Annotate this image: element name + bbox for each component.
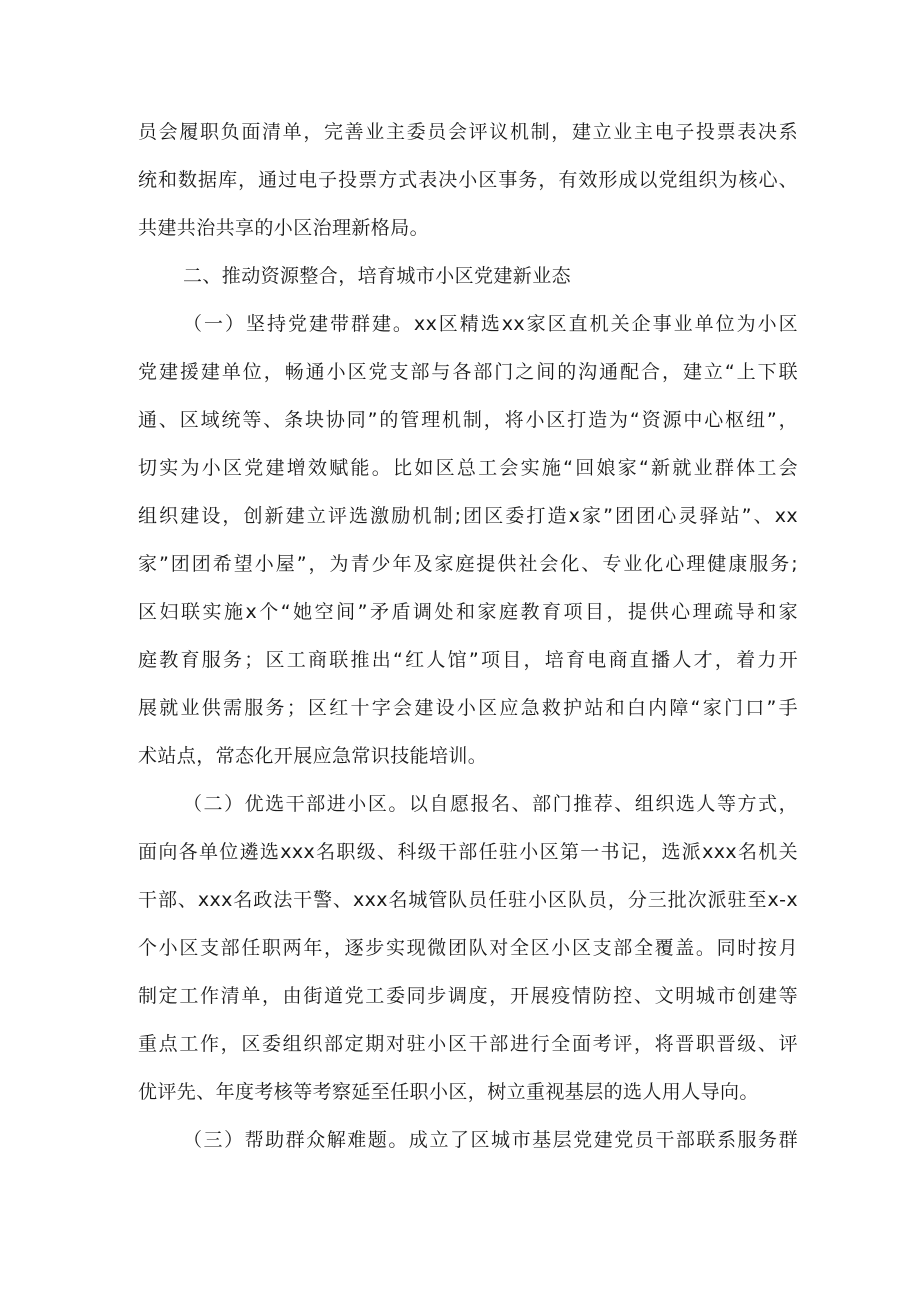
body-text-line: 区妇联实施x个“她空间”矛盾调处和家庭教育项目，提供心理疏导和家: [138, 601, 798, 623]
body-text-line: 家”团团希望小屋”，为青少年及家庭提供社会化、专业化心理健康服务;: [138, 553, 798, 575]
body-text-line: 员会履职负面清单，完善业主委员会评议机制，建立业主电子投票表决系: [138, 121, 798, 143]
body-text-line: 切实为小区党建增效赋能。比如区总工会实施“回娘家“新就业群体工会: [138, 457, 798, 479]
body-text-line: 党建援建单位，畅通小区党支部与各部门之间的沟通配合，建立“上下联: [138, 361, 798, 383]
body-text-line: 干部、xxx名政法干警、xxx名城管队员任驻小区队员，分三批次派驻至x-x: [138, 889, 798, 911]
body-text-line: 制定工作清单，由街道党工委同步调度，开展疫情防控、文明城市创建等: [138, 985, 798, 1007]
body-text-line: 面向各单位遴选xxx名职级、科级干部任驻小区第一书记，选派xxx名机关: [138, 841, 798, 863]
body-text-line: 展就业供需服务；区红十字会建设小区应急救护站和白内障“家门口”手: [138, 697, 798, 719]
body-text-line: 共建共治共享的小区治理新格局。: [138, 217, 430, 239]
body-text-line: 通、区域统等、条块协同”的管理机制，将小区打造为“资源中心枢纽”，: [138, 409, 798, 431]
body-text-line: 组织建设，创新建立评选激励机制;团区委打造x家”团团心灵驿站”、xx: [138, 505, 798, 527]
body-text-line: 统和数据库，通过电子投票方式表决小区事务，有效形成以党组织为核心、: [138, 169, 798, 191]
body-text-line: 个小区支部任职两年，逐步实现微团队对全区小区支部全覆盖。同时按月: [138, 937, 798, 959]
body-text-line: 重点工作，区委组织部定期对驻小区干部进行全面考评，将晋职晋级、评: [138, 1033, 798, 1055]
section-heading: 二、推动资源整合，培育城市小区党建新业态: [183, 265, 572, 287]
body-text-line: 术站点，常态化开展应急常识技能培训。: [138, 745, 488, 767]
body-text-line: 优评先、年度考核等考察延至任职小区，树立重视基层的选人用人导向。: [138, 1081, 759, 1103]
body-text-line: 庭教育服务；区工商联推出“红人馆”项目，培育电商直播人才，着力开: [138, 649, 798, 671]
paragraph-first-line: （三）帮助群众解难题。成立了区城市基层党建党员干部联系服务群: [183, 1129, 798, 1151]
paragraph-first-line: （一）坚持党建带群建。xx区精选xx家区直机关企事业单位为小区: [183, 313, 798, 335]
paragraph-first-line: （二）优选干部进小区。以自愿报名、部门推荐、组织选人等方式，: [183, 793, 798, 815]
